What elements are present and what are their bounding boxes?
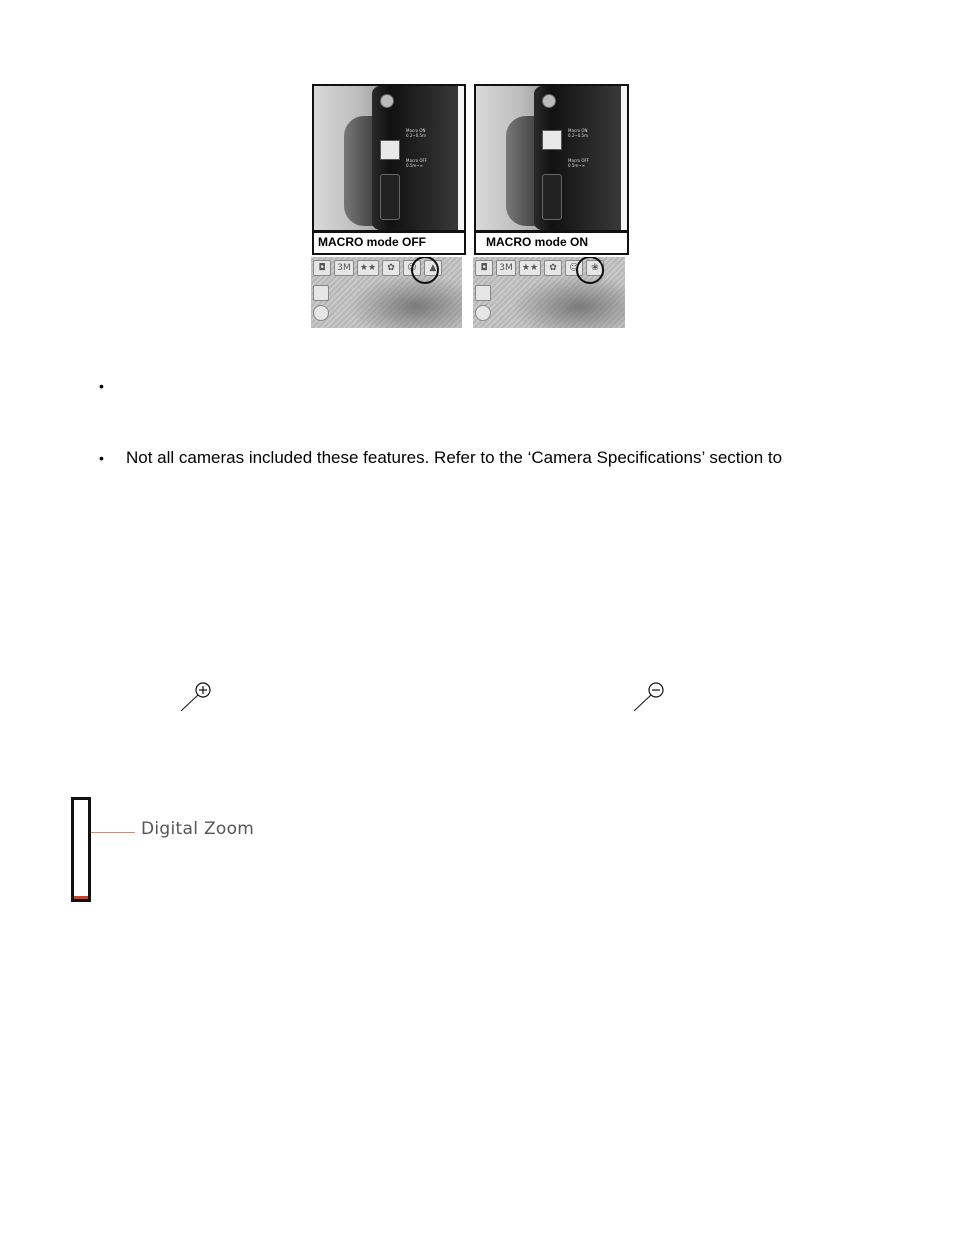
bullet-marker: • <box>99 378 104 394</box>
camera-grip <box>344 116 374 226</box>
camera-body <box>372 86 462 230</box>
macro-switch-icon <box>380 140 400 160</box>
camera-photo-macro-off <box>312 84 466 232</box>
macro-switch-icon <box>542 130 562 150</box>
zoom-out-icon <box>631 681 671 711</box>
bullet-marker: • <box>99 450 104 466</box>
face-icon: ☺ <box>565 260 583 276</box>
camera-grip <box>506 116 536 226</box>
usb-port-icon <box>542 174 562 220</box>
digital-zoom-label: Digital Zoom <box>141 819 255 839</box>
macro-on-label: MACRO mode ON <box>474 231 629 255</box>
flower-icon: ✿ <box>544 260 562 276</box>
bullet-text: Not all cameras included these features. Refer to the ‘Camera Specifications’ section to <box>126 448 783 467</box>
highlight-circle <box>576 257 604 284</box>
camera-photo-macro-on <box>474 84 629 232</box>
resolution-icon: 3M <box>496 260 516 276</box>
macro-on-text: Macro ON 0.2~0.5m <box>568 128 588 138</box>
quality-icon: ★★ <box>357 260 379 276</box>
camera-body <box>534 86 624 230</box>
quality-icon: ★★ <box>519 260 541 276</box>
flash-icon <box>475 305 491 321</box>
digital-zoom-leader-line <box>91 832 135 833</box>
mountain-icon: ▲ <box>424 260 442 276</box>
lcd-preview-macro-off <box>311 257 462 328</box>
auto-icon <box>313 285 329 301</box>
camera-button-icon <box>380 94 394 108</box>
usb-port-icon <box>380 174 400 220</box>
zoom-in-icon <box>178 681 218 711</box>
flower-icon: ✿ <box>382 260 400 276</box>
photo-edge <box>621 86 627 230</box>
highlight-circle <box>411 257 439 284</box>
macro-flower-icon: ❀ <box>586 260 604 276</box>
macro-off-text: Macro OFF 0.5m~∞ <box>568 158 590 168</box>
camera-icon: ◘ <box>475 260 493 276</box>
digital-zoom-level <box>74 896 88 899</box>
resolution-icon: 3M <box>334 260 354 276</box>
auto-icon <box>475 285 491 301</box>
macro-off-label: MACRO mode OFF <box>312 231 466 255</box>
camera-button-icon <box>542 94 556 108</box>
lcd-preview-macro-on <box>473 257 625 328</box>
face-icon: ☺ <box>403 260 421 276</box>
macro-off-text: Macro OFF 0.5m~∞ <box>406 158 428 168</box>
digital-zoom-bar <box>71 797 91 902</box>
flash-icon <box>313 305 329 321</box>
macro-on-text: Macro ON 0.2~0.5m <box>406 128 426 138</box>
camera-icon: ◘ <box>313 260 331 276</box>
photo-edge <box>458 86 464 230</box>
